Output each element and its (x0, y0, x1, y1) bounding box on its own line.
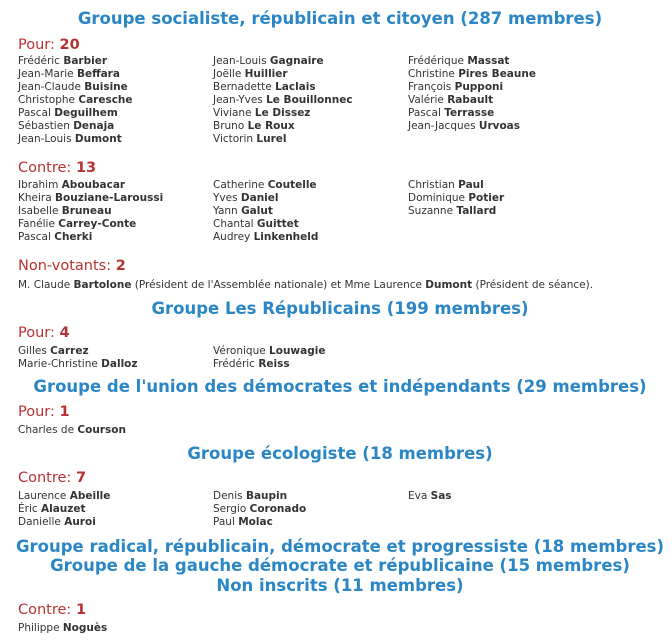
group-title-gauche-democrate: Groupe de la gauche démocrate et républicaine (15 membres) (50, 556, 630, 575)
group-title-republicains: Groupe Les Républicains (199 membres) (151, 299, 529, 318)
vote-count: 2 (115, 258, 126, 274)
deputy-name: Christophe Caresche (18, 94, 133, 106)
deputy-name: Jean-Yves Le Bouillonnec (213, 94, 353, 106)
deputy-name: Dominique Potier (408, 192, 505, 204)
deputy-name: Audrey Linkenheld (213, 231, 319, 243)
deputy-name: Denis Baupin (213, 490, 288, 502)
deputy-name: Bruno Le Roux (213, 120, 295, 132)
group-title-udi: Groupe de l'union des démocrates et indépendants (29 membres) (33, 377, 647, 396)
deputy-name: Christine Pires Beaune (408, 68, 536, 80)
vote-count: 1 (59, 404, 70, 420)
vote-count: 1 (75, 602, 87, 618)
deputy-name: Philippe Noguès (18, 622, 108, 634)
vote-count: 13 (75, 160, 97, 176)
deputy-name: Christian Paul (408, 179, 484, 191)
non-voters-note: M. Claude Bartolone (Président de l'Assemblée nationale) et Mme Laurence Dumont (Président de séance). (18, 279, 594, 291)
vote-label: Contre: (18, 602, 72, 618)
deputy-name: Sergio Coronado (213, 503, 307, 515)
deputy-name: Bernadette Laclais (213, 81, 316, 93)
vote-label: Pour: (18, 325, 55, 341)
deputy-name: Pascal Deguilhem (18, 107, 118, 119)
vote-heading-contre (18, 601, 86, 619)
vote-label: Contre: (18, 160, 72, 176)
vote-label: Non-votants: (18, 258, 112, 274)
deputy-name: Jean-Marie Beffara (18, 68, 120, 80)
names-column (18, 622, 213, 635)
deputy-name: Viviane Le Dissez (213, 107, 311, 119)
deputy-name: Valérie Rabault (408, 94, 494, 106)
names-column (213, 179, 408, 244)
vote-heading-contre (18, 159, 96, 177)
deputy-name: Victorin Lurel (213, 133, 287, 145)
deputy-name: Frédérique Massat (408, 55, 510, 67)
vote-label: Pour: (18, 37, 55, 53)
deputy-name: Paul Molac (213, 516, 273, 528)
names-column (18, 345, 213, 371)
deputy-name: Joëlle Huillier (213, 68, 288, 80)
names-column (213, 345, 408, 371)
names-column (18, 55, 213, 146)
deputy-name: Catherine Coutelle (213, 179, 317, 191)
names-column (18, 490, 213, 529)
vote-heading-pour (18, 36, 80, 54)
deputy-name: Isabelle Bruneau (18, 205, 112, 217)
deputy-name: Pascal Terrasse (408, 107, 495, 119)
deputy-name: Véronique Louwagie (213, 345, 326, 357)
deputy-name: Jean-Claude Buisine (18, 81, 128, 93)
deputy-name: Jean-Jacques Urvoas (408, 120, 521, 132)
group-title-non-inscrits: Non inscrits (11 membres) (216, 576, 464, 595)
deputy-name: Frédéric Barbier (18, 55, 107, 67)
vote-label: Contre: (18, 470, 72, 486)
vote-heading-pour (18, 324, 70, 342)
deputy-name: Yves Daniel (213, 192, 279, 204)
deputy-name: Jean-Louis Gagnaire (213, 55, 324, 67)
vote-heading-pour (18, 403, 70, 421)
deputy-name: Suzanne Tallard (408, 205, 497, 217)
deputy-name: Marie-Christine Dalloz (18, 358, 138, 370)
deputy-name: Eva Sas (408, 490, 452, 502)
names-column (18, 424, 213, 437)
deputy-name: Frédéric Reiss (213, 358, 290, 370)
group-title-socialiste: Groupe socialiste, républicain et citoyen (287 membres) (77, 9, 603, 28)
group-title-radical: Groupe radical, républicain, démocrate et progressiste (18 membres) (15, 537, 665, 556)
deputy-name: Éric Alauzet (18, 503, 86, 515)
deputy-name: Ibrahim Aboubacar (18, 179, 126, 191)
vote-count: 4 (59, 325, 70, 341)
deputy-name: Fanélie Carrey-Conte (18, 218, 137, 230)
group-title-ecologiste: Groupe écologiste (18 membres) (187, 444, 493, 463)
deputy-name: Charles de Courson (18, 424, 126, 436)
deputy-name: Jean-Louis Dumont (18, 133, 122, 145)
deputy-name: Sébastien Denaja (18, 120, 115, 132)
names-column (213, 55, 408, 146)
names-column (408, 179, 603, 218)
names-column (408, 55, 603, 133)
deputy-name: Yann Galut (213, 205, 273, 217)
vote-label: Pour: (18, 404, 55, 420)
deputy-name: Laurence Abeille (18, 490, 111, 502)
vote-heading-contre (18, 469, 86, 487)
deputy-name: Gilles Carrez (18, 345, 89, 357)
deputy-name: Danielle Auroi (18, 516, 96, 528)
vote-count: 7 (75, 470, 87, 486)
deputy-name: François Pupponi (408, 81, 504, 93)
deputy-name: Kheira Bouziane-Laroussi (18, 192, 164, 204)
deputy-name: Chantal Guittet (213, 218, 299, 230)
names-column (408, 490, 603, 503)
vote-count: 20 (59, 37, 80, 53)
names-column (18, 179, 213, 244)
vote-heading-non-votants (18, 257, 126, 275)
names-column (213, 490, 408, 529)
deputy-name: Pascal Cherki (18, 231, 93, 243)
